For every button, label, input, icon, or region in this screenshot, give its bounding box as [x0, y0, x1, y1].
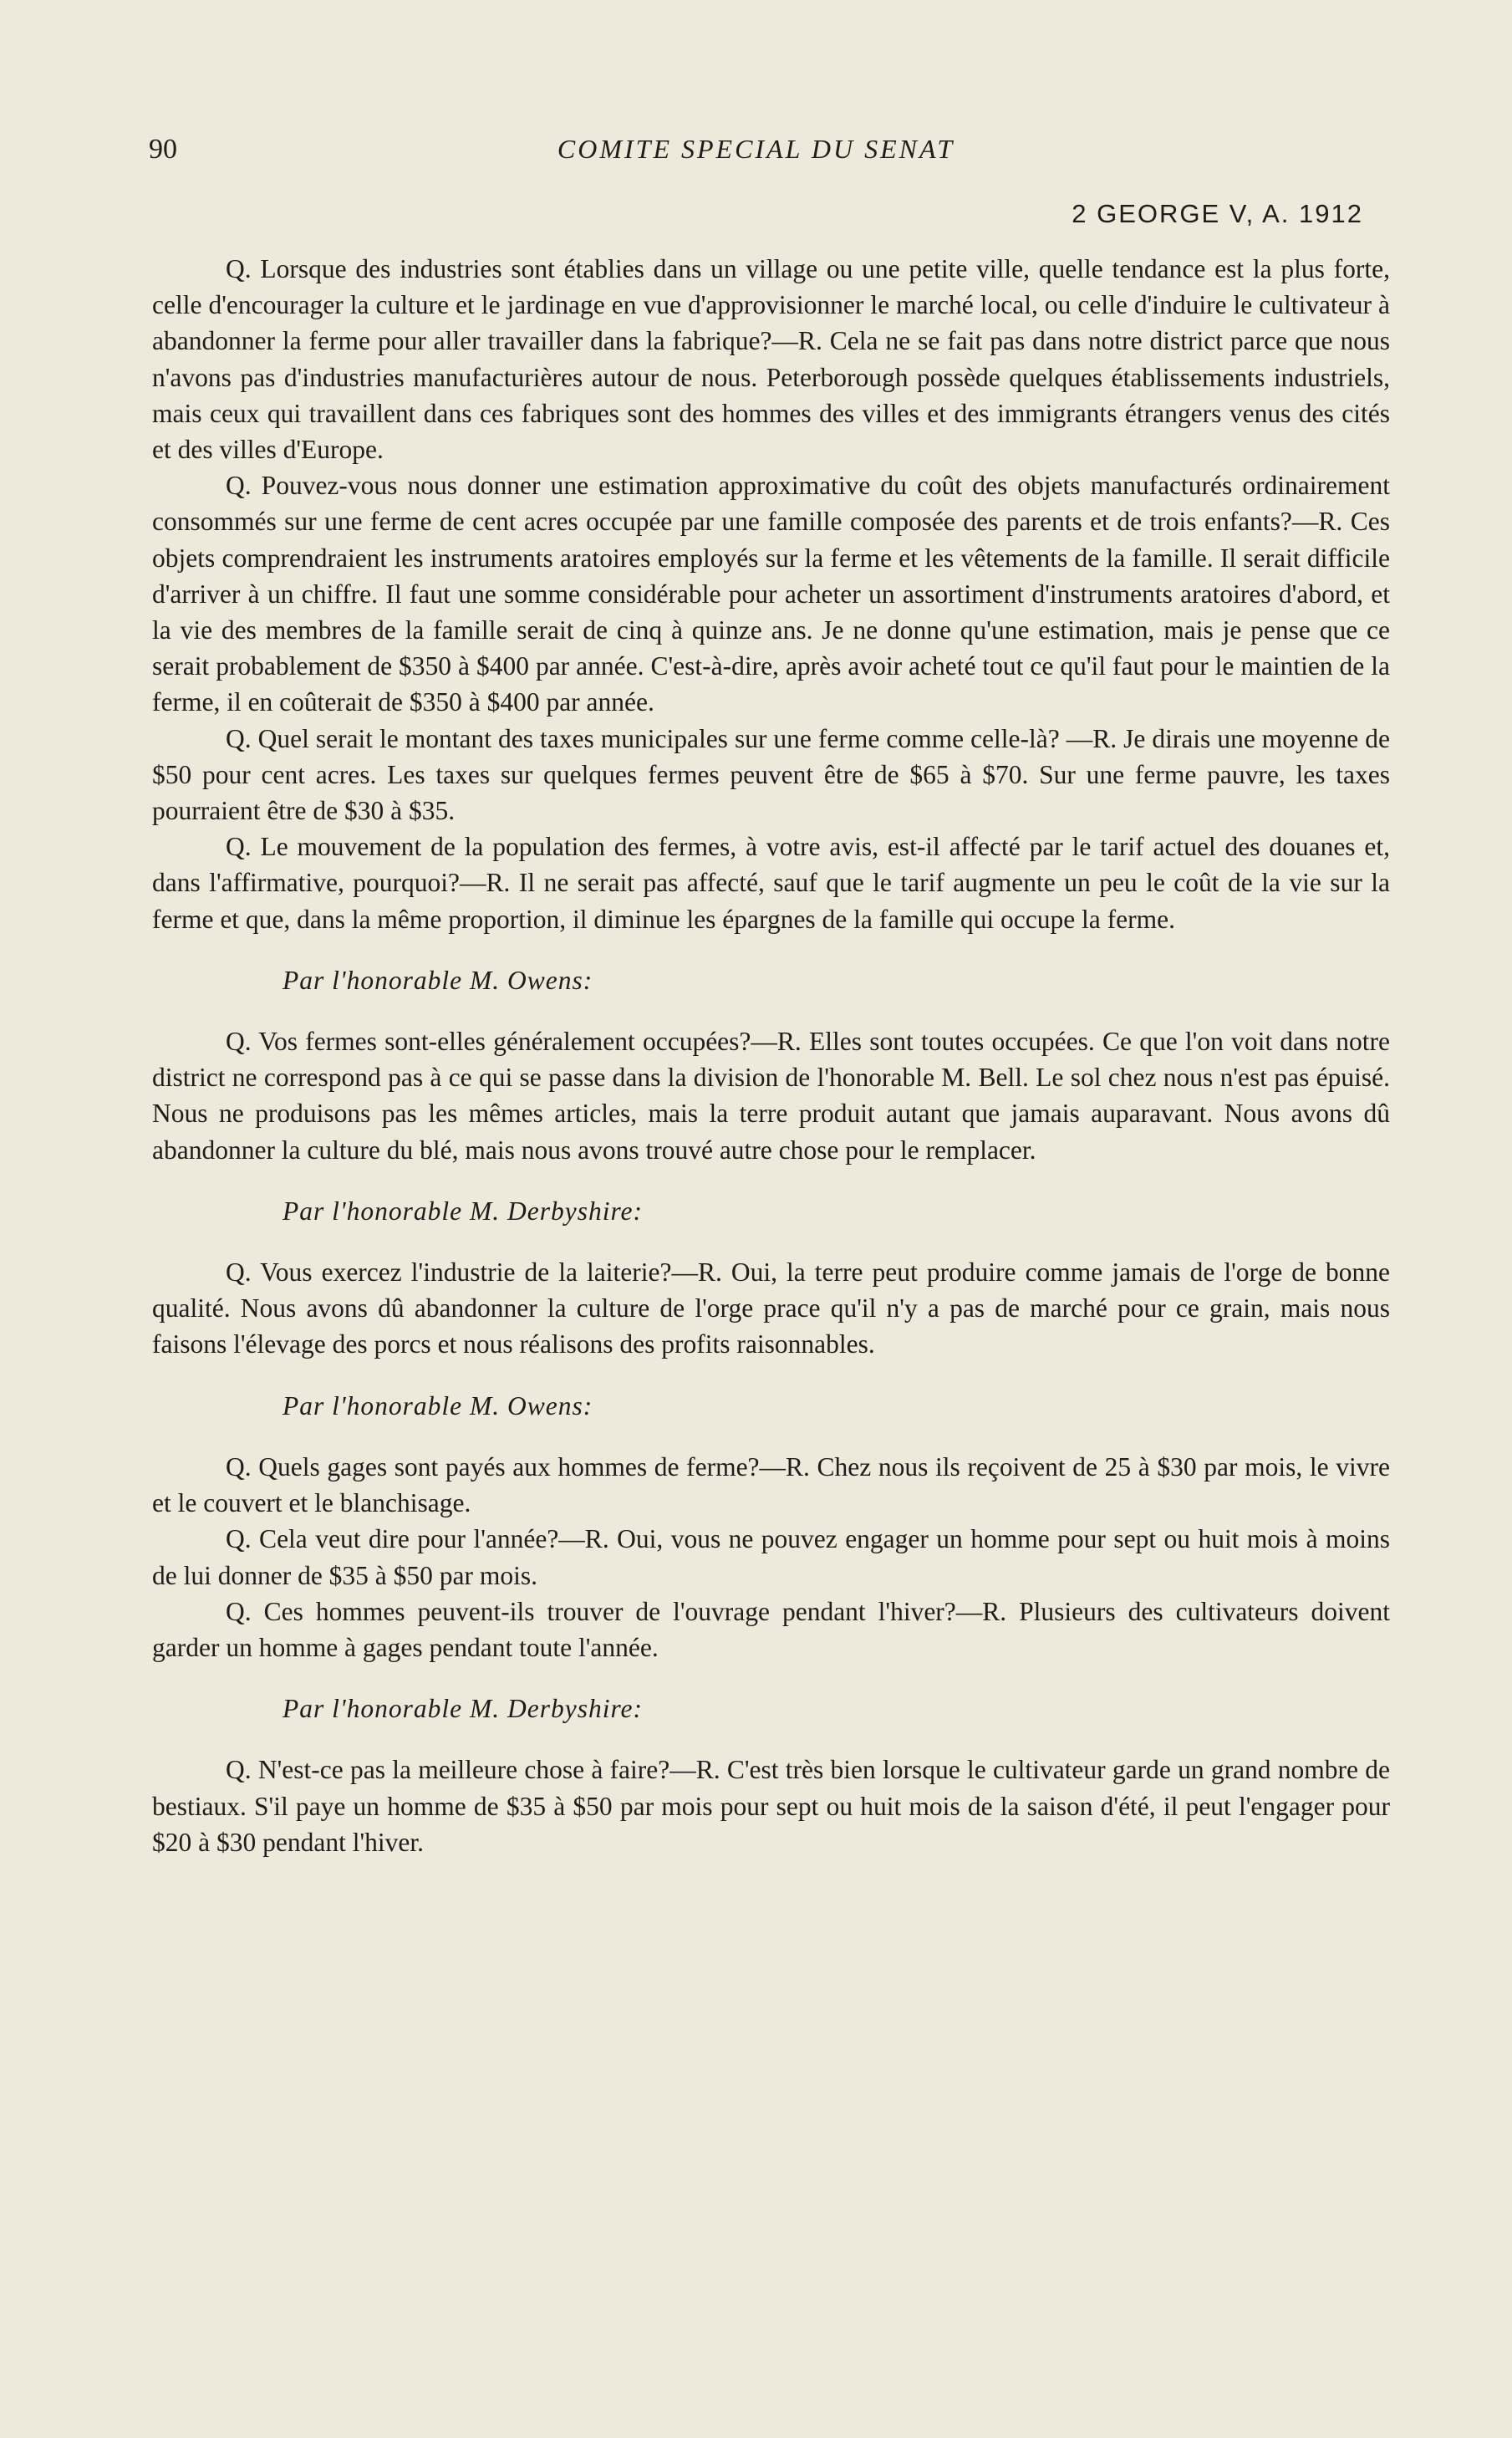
body-text — [152, 251, 1390, 1860]
paragraph: Q. Quel serait le montant des taxes municipales sur une ferme comme celle-là? —R. Je dirais une moyenne de $50 pour cent acres. Les taxes sur quelques fermes peuvent être de $65 à $70. Sur une ferme pauvre, les taxes pourraient être de $30 à $35. — [152, 723, 1390, 826]
paragraph: Q. Quels gages sont payés aux hommes de ferme?—R. Chez nous ils reçoivent de 25 à $30 par mois, le vivre et le couvert et le blanchisage. — [152, 1451, 1390, 1518]
page-header — [149, 134, 1363, 176]
running-title: COMITE SPECIAL DU SENAT — [557, 134, 955, 164]
section-heading: Par l'honorable M. Derbyshire: — [283, 1694, 644, 1724]
paragraph: Q. Ces hommes peuvent-ils trouver de l'ouvrage pendant l'hiver?—R. Plusieurs des cultivateurs doivent garder un homme à gages pendant toute l'année. — [152, 1596, 1390, 1662]
paragraph: Q. Le mouvement de la population des fermes, à votre avis, est-il affecté par le tarif actuel des douanes et, dans l'affirmative, pourquoi?—R. Il ne serait pas affecté, sauf que le tarif augmente un peu le coût de la vie sur la ferme et que, dans la même proportion, il diminue les épargnes de la famille qui occupe la ferme. — [152, 832, 1390, 934]
section-heading: Par l'honorable M. Owens: — [283, 1390, 593, 1420]
paragraph: Q. N'est-ce pas la meilleure chose à faire?—R. C'est très bien lorsque le cultivateur garde un grand nombre de bestiaux. S'il paye un homme de $35 à $50 par mois pour sept ou huit mois de la saison d'été, il peut l'engager pour $20 à $30 pendant l'hiver. — [152, 1755, 1390, 1857]
paragraph: Q. Cela veut dire pour l'année?—R. Oui, vous ne pouvez engager un homme pour sept ou huit mois à moins de lui donner de $35 à $50 par mois. — [152, 1524, 1390, 1590]
section-heading: Par l'honorable M. Derbyshire: — [283, 1196, 644, 1226]
page-number: 90 — [149, 134, 177, 165]
paragraph: Q. Pouvez-vous nous donner une estimation approximative du coût des objets manufacturés ordinairement consommés sur une ferme de cent acres occupée par une famille composée des parents et de trois enfants?—R. Ces objets comprendraient les instruments aratoires employés sur la ferme et les vêtements de la famille. Il serait difficile d'arriver à un chiffre. Il faut une somme considérable pour acheter un assortiment d'instruments aratoires d'abord, et la vie des membres de la famille serait de cinq à quinze ans. Je ne donne qu'une estimation, mais je pense que ce serait probablement de $350 à $400 par année. C'est-à-dire, après avoir acheté tout ce qu'il faut pour le maintien de la ferme, il en coûterait de $350 à $400 par année. — [152, 471, 1390, 717]
paragraph: Q. Vous exercez l'industrie de la laiterie?—R. Oui, la terre peut produire comme jamais de l'orge de bonne qualité. Nous avons dû abandonner la culture de l'orge prace qu'il n'y a pas de marché pour ce grain, mais nous faisons l'élevage des porcs et nous réalisons des profits raisonnables. — [152, 1257, 1390, 1359]
paragraph: Q. Vos fermes sont-elles généralement occupées?—R. Elles sont toutes occupées. Ce que l'on voit dans notre district ne correspond pas à ce qui se passe dans la division de l'honorable M. Bell. Le sol chez nous n'est pas épuisé. Nous ne produisons pas les mêmes articles, mais la terre produit autant que jamais auparavant. Nous avons dû abandonner la culture du blé, mais nous avons trouvé autre chose pour le remplacer. — [152, 1027, 1390, 1165]
session-label: 2 GEORGE V, A. 1912 — [1072, 199, 1363, 228]
paragraph: Q. Lorsque des industries sont établies dans un village ou une petite ville, quelle tendance est la plus forte, celle d'encourager la culture et le jardinage en vue d'approvisionner le marché local, ou celle d'induire le cultivateur à abandonner la ferme pour aller travailler dans la fabrique?—R. Cela ne se fait pas dans notre district parce que nous n'avons pas d'industries manufacturières autour de nous. Peterborough possède quelques établissements industriels, mais ceux qui travaillent dans ces fabriques sont des hommes des villes et des immigrants étrangers venus des cités et des villes d'Europe. — [152, 254, 1390, 465]
section-heading: Par l'honorable M. Owens: — [283, 965, 593, 995]
